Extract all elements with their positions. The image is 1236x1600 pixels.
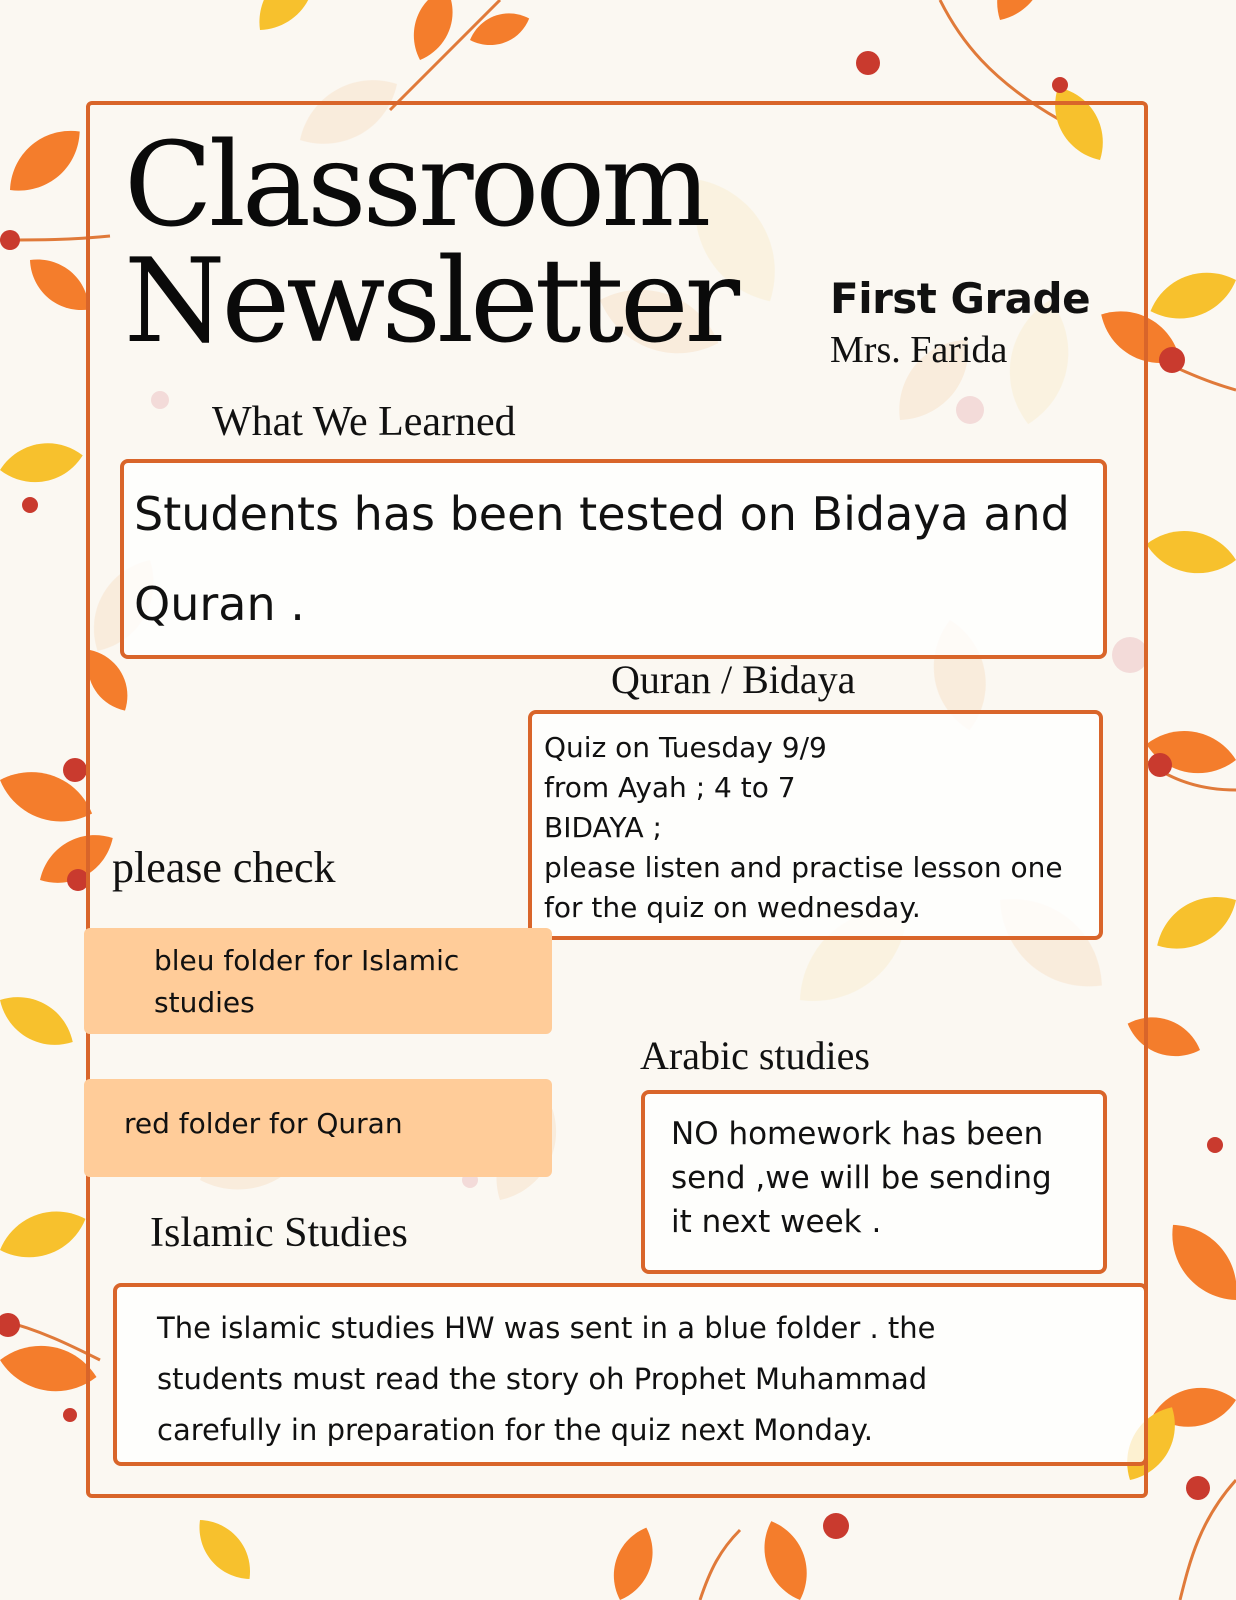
blue-folder-line-2: studies bbox=[154, 986, 255, 1019]
quran-heading: Quran / Bidaya bbox=[611, 657, 856, 702]
red-folder-line-1: red folder for Quran bbox=[124, 1107, 403, 1140]
arabic-heading: Arabic studies bbox=[640, 1033, 870, 1078]
islamic-line-3: carefully in preparation for the quiz next Monday. bbox=[157, 1413, 873, 1447]
blue-folder-note bbox=[84, 928, 552, 1034]
islamic-line-2: students must read the story oh Prophet Muhammad bbox=[157, 1362, 928, 1396]
quran-box bbox=[528, 710, 1103, 940]
islamic-line-1: The islamic studies HW was sent in a blue folder . the bbox=[157, 1311, 936, 1345]
learned-heading: What We Learned bbox=[212, 399, 516, 445]
grade-label: First Grade bbox=[830, 274, 1091, 323]
quran-line-1: Quiz on Tuesday 9/9 bbox=[544, 731, 827, 764]
learned-text-line-1: Students has been tested on Bidaya and bbox=[134, 487, 1070, 541]
check-heading: please check bbox=[112, 843, 336, 892]
islamic-heading: Islamic Studies bbox=[150, 1210, 408, 1256]
arabic-line-2: send ,we will be sending bbox=[671, 1160, 1052, 1196]
arabic-line-1: NO homework has been bbox=[671, 1116, 1044, 1152]
teacher-name: Mrs. Farida bbox=[830, 329, 1008, 371]
red-folder-note bbox=[84, 1079, 552, 1177]
arabic-box bbox=[641, 1090, 1107, 1274]
quran-line-5: for the quiz on wednesday. bbox=[544, 891, 921, 924]
learned-box bbox=[120, 459, 1107, 659]
arabic-line-3: it next week . bbox=[671, 1204, 882, 1240]
quran-line-2: from Ayah ; 4 to 7 bbox=[544, 771, 796, 804]
learned-text-line-2: Quran . bbox=[134, 577, 305, 631]
quran-line-4: please listen and practise lesson one bbox=[544, 851, 1063, 884]
title-line-1: Classroom bbox=[124, 118, 708, 253]
blue-folder-line-1: bleu folder for Islamic bbox=[154, 944, 460, 977]
newsletter-title bbox=[124, 118, 737, 369]
islamic-box bbox=[113, 1283, 1148, 1466]
title-line-2: Newsletter bbox=[124, 234, 737, 369]
quran-line-3: BIDAYA ; bbox=[544, 811, 662, 844]
